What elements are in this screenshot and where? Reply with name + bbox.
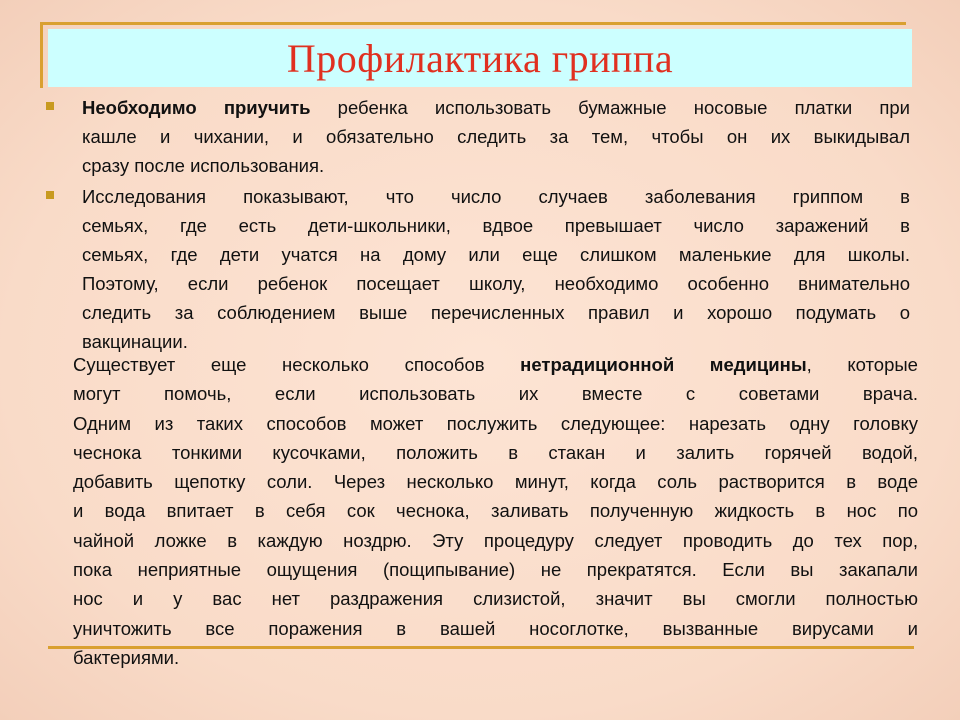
text-line: Одним из таких способов может послужить следующее: нарезать одну головку	[73, 412, 918, 434]
text-line: кашле и чихании, и обязательно следить за тем, чтобы он их выкидывал	[82, 126, 910, 147]
text-line: вакцинации.	[82, 331, 188, 352]
left-rule	[40, 22, 43, 88]
bold-phrase: нетрадиционной медицины	[520, 354, 807, 375]
top-rule	[40, 22, 906, 25]
text-segment: ребенка использовать бумажные носовые платки при	[310, 97, 910, 118]
slide-title: Профилактика гриппа	[286, 35, 674, 81]
text-line: добавить щепотку соли. Через несколько минут, когда соль растворится в воде	[73, 471, 918, 493]
text-line: Исследования показывают, что число случаев заболевания гриппом в	[82, 186, 910, 207]
text-line	[82, 93, 910, 122]
text-segment: Существует еще несколько способов	[73, 354, 521, 375]
text-line: сразу после использования.	[82, 155, 325, 176]
text-line: бактериями.	[73, 646, 180, 668]
text-line: чеснока тонкими кусочками, положить в стакан и залить горячей водой,	[73, 441, 918, 463]
bullet-list	[44, 93, 910, 358]
title-box	[48, 29, 912, 87]
bold-phrase: Необходимо приучить	[82, 97, 311, 118]
bullet-item	[44, 93, 910, 180]
text-line	[73, 350, 918, 379]
text-line: могут помочь, если использовать их вместе с советами врача.	[73, 383, 918, 405]
body-paragraph	[73, 350, 918, 672]
text-line: семьях, где дети учатся на дому или еще слишком маленькие для школы.	[82, 244, 910, 265]
text-line: следить за соблюдением выше перечисленных правил и хорошо подумать о	[82, 302, 910, 323]
bullet-square-icon	[46, 191, 54, 199]
text-line: семьях, где есть дети-школьники, вдвое превышает число заражений в	[82, 215, 910, 236]
text-line: Поэтому, если ребенок посещает школу, необходимо особенно внимательно	[82, 273, 910, 294]
text-line: уничтожить все поражения в вашей носоглотке, вызванные вирусами и	[73, 617, 918, 639]
text-line: нос и у вас нет раздражения слизистой, значит вы смогли полностью	[73, 588, 918, 610]
bullet-item	[44, 182, 910, 356]
text-line: и вода впитает в себя сок чеснока, заливать полученную жидкость в нос по	[73, 500, 918, 522]
text-line: чайной ложке в каждую ноздрю. Эту процедуру следует проводить до тех пор,	[73, 529, 918, 551]
text-segment: , которые	[806, 354, 918, 375]
text-line: пока неприятные ощущения (пощипывание) не прекратятся. Если вы закапали	[73, 559, 918, 581]
bullet-square-icon	[46, 102, 54, 110]
